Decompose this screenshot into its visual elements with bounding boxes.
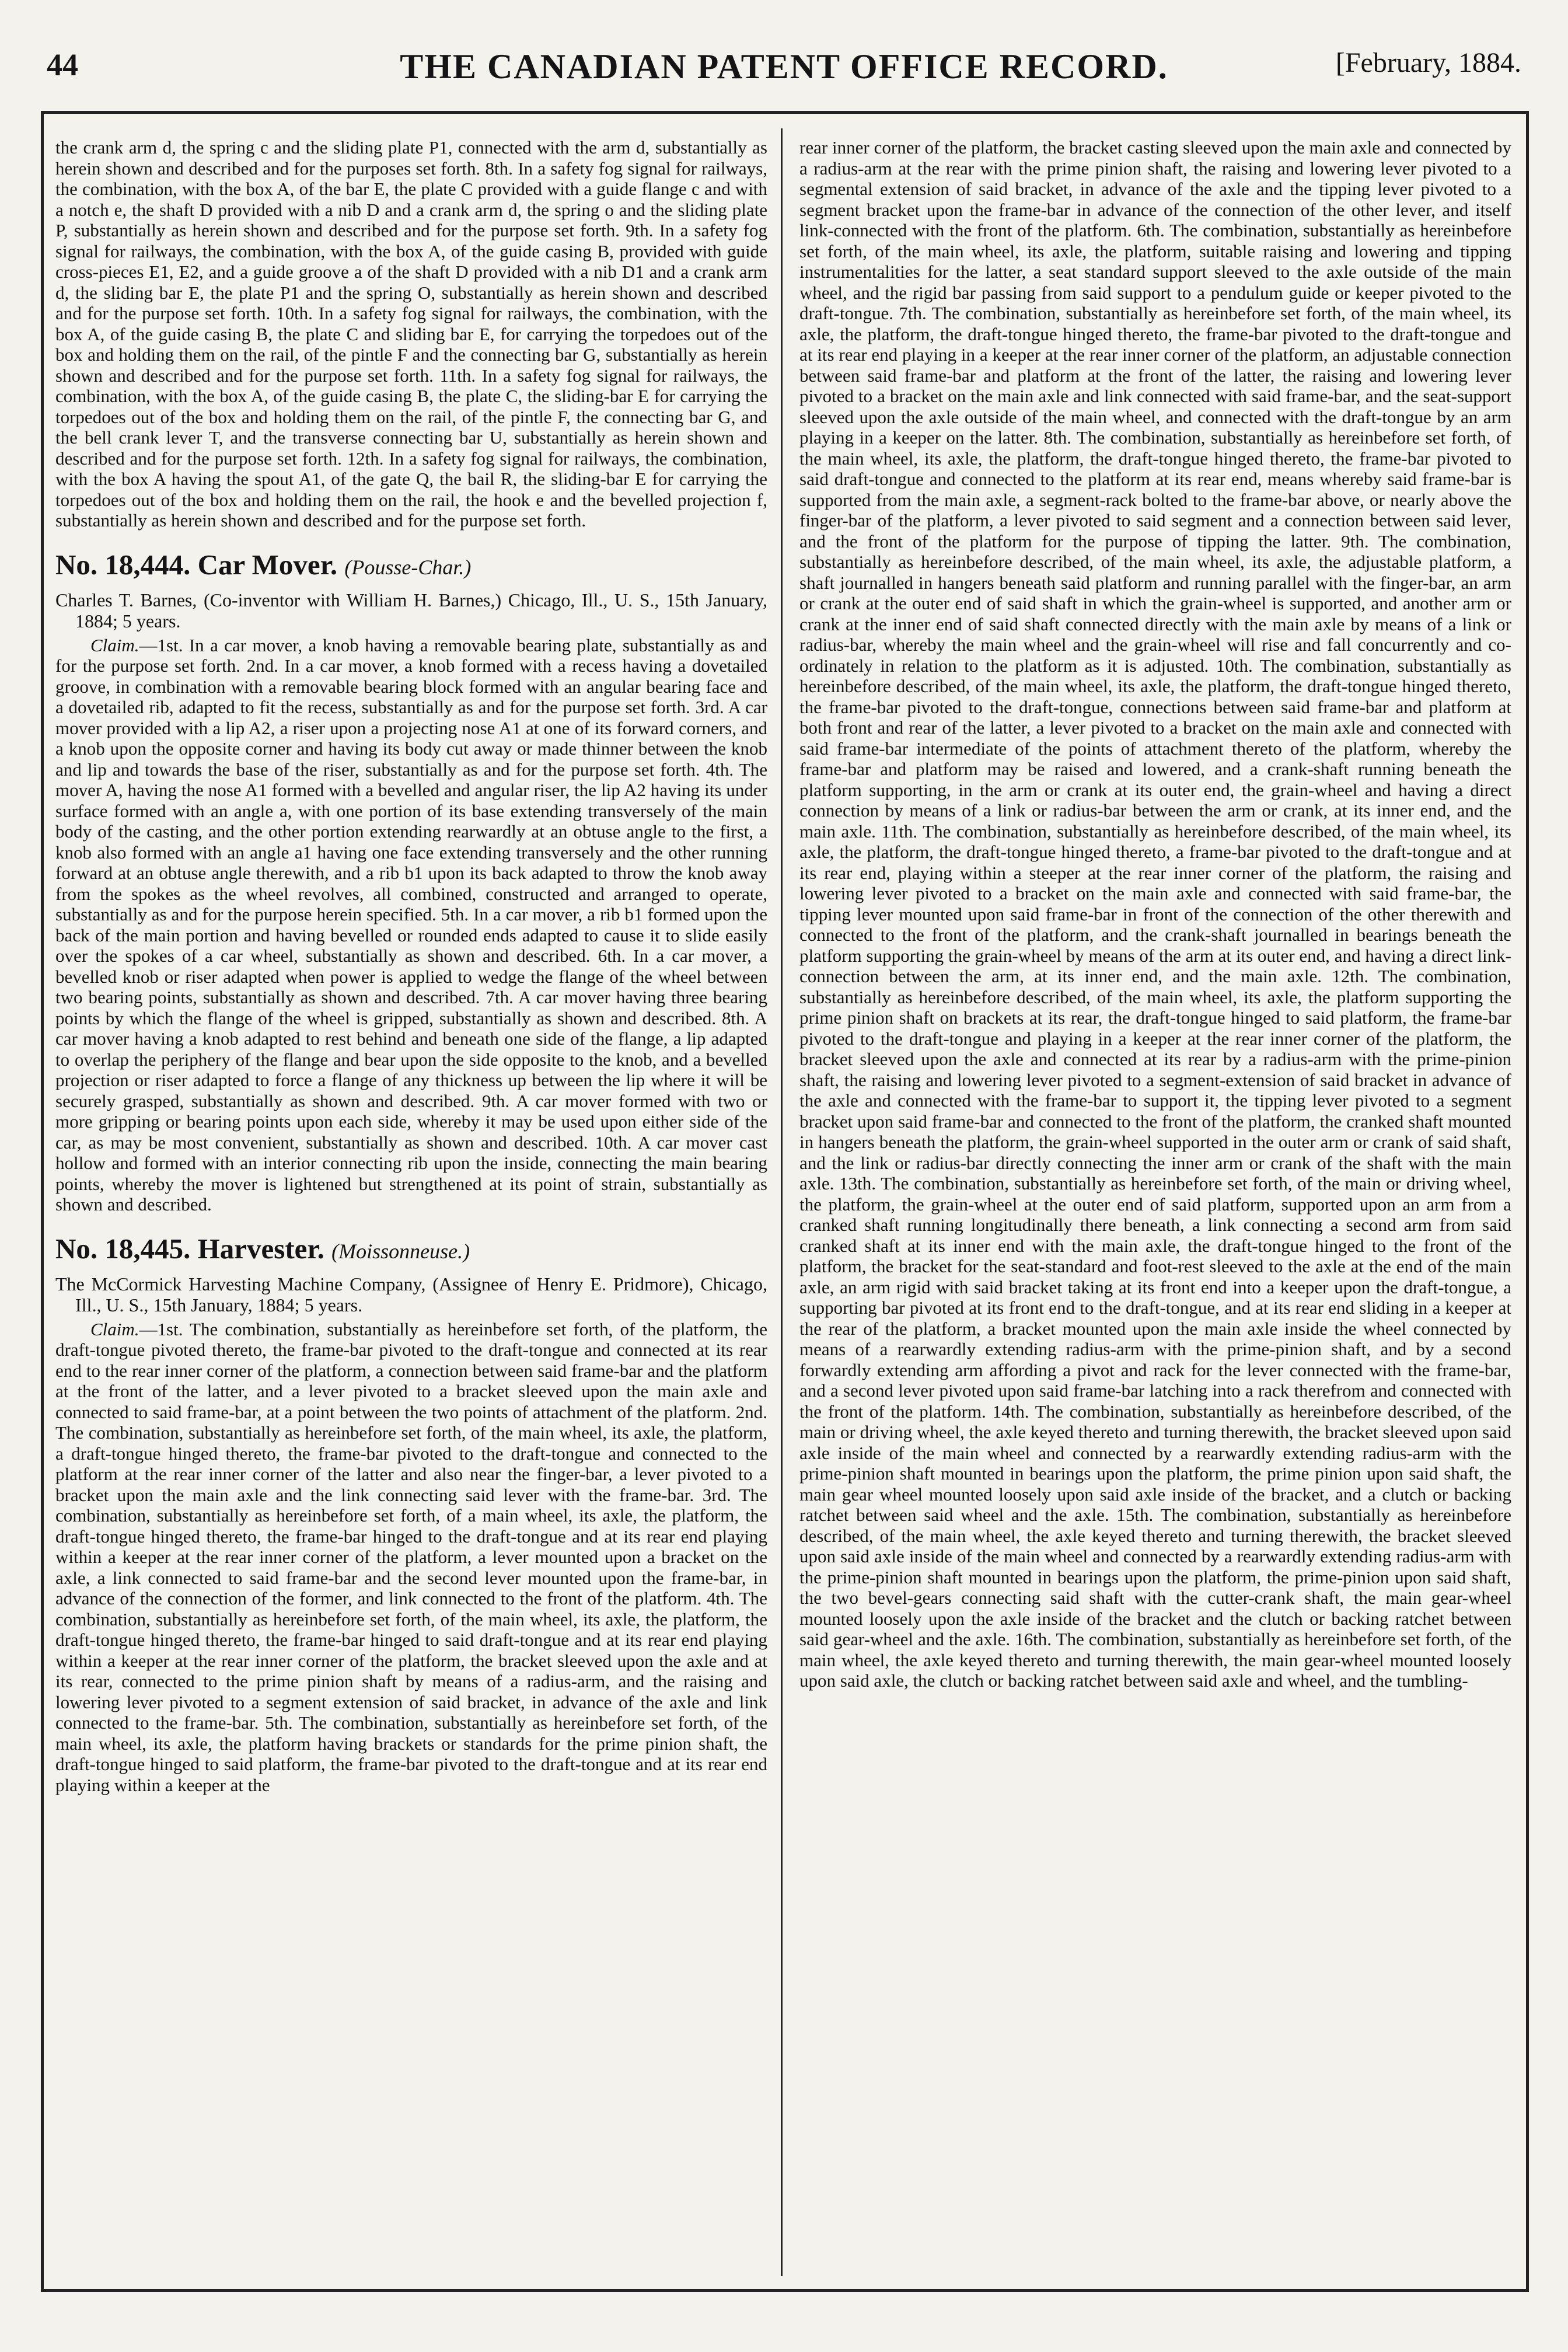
claim-text bbox=[55, 635, 767, 1215]
right-column bbox=[799, 137, 1511, 2279]
issue-date: [February, 1884. bbox=[1335, 47, 1521, 78]
right-border-rule bbox=[1526, 111, 1529, 2292]
patent-french-name: (Pousse-Char.) bbox=[344, 555, 472, 579]
claim-body: —1st. In a car mover, a knob having a removable bearing plate, substantially as and for the purpose set forth. 2nd. In a car mover, a knob formed with a recess having a dovetailed groove, in combination with a removable bearing block formed with an angular bearing face and a dovetailed rib, adapted to fit the recess, substantially as and for the purpose set forth. 3rd. A car mover provided with a lip A2, a riser upon a projecting nose A1 at one of its forward corners, and a knob upon the opposite corner and having its body cut away or made thinner between the knob and lip and towards the base of the riser, substantially as and for the purpose set forth. 4th. The mover A, having the nose A1 formed with a bevelled and angular riser, the lip A2 having its under surface formed with an angle a, with one portion of its base extending transversely of the main body of the casting, and the other portion extending rearwardly at an obtuse angle to the first, a knob also formed with an angle a1 having one face extending transversely and the other running forward at an obtuse angle therewith, and a rib b1 upon its back adapted to throw the knob away from the spokes as the wheel revolves, all combined, constructed and arranged to operate, substantially as and for the purpose herein specified. 5th. In a car mover, a rib b1 formed upon the back of the main portion and having bevelled or rounded ends adapted to cause it to slide easily over the spokes of a car wheel, substantially as shown and described. 6th. In a car mover, a bevelled knob or riser adapted when power is applied to wedge the flange of the wheel between two bearing points, substantially as shown and described. 7th. A car mover having three bearing points by which the flange of the wheel is gripped, substantially as shown and described. 8th. A car mover having a knob adapted to rest behind and beneath one side of the flange, a lip adapted to overlap the periphery of the flange and bear upon the side opposite to the knob, and a bevelled projection or riser adapted to force a flange of any thickness up between the lip where it will be securely grasped, substantially as shown and described. 9th. A car mover formed with two or more gripping or bearing points upon each side, whereby it may be used upon either side of the car, as may be most convenient, substantially as shown and described. 10th. A car mover cast hollow and formed with an interior connecting rib upon the inside, connecting the main bearing points, whereby the mover is lightened but strengthened at its point of strain, substantially as shown and described. bbox=[55, 634, 767, 1215]
claim-label: Claim. bbox=[90, 1318, 139, 1339]
left-column bbox=[55, 137, 767, 2279]
journal-title: THE CANADIAN PATENT OFFICE RECORD. bbox=[400, 47, 1168, 86]
bottom-border-rule bbox=[41, 2289, 1529, 2292]
patent-heading-18445 bbox=[55, 1231, 767, 1269]
left-border-rule bbox=[41, 111, 44, 2292]
claim-label: Claim. bbox=[90, 634, 139, 655]
column-divider bbox=[781, 128, 783, 2276]
patent-name: Harvester. bbox=[197, 1232, 324, 1265]
patent-number: No. 18,445. bbox=[55, 1232, 191, 1265]
continued-claims-text: rear inner corner of the platform, the bracket casting sleeved upon the main axle and connected by a radius-arm at the rear with the prime pinion shaft, the raising and lowering lever pivoted to a segmental extension of said bracket, in advance of the axle and the tipping lever pivoted to a segment bracket upon the frame-bar in advance of the connection of the other lever, and itself link-connected with the front of the platform. 6th. The combination, substantially as hereinbefore set forth, of the main wheel, its axle, the platform, suitable raising and lowering and tipping instrumentalities for the latter, a seat standard support sleeved to the axle outside of the main wheel, and the rigid bar passing from said support to a pendulum guide or keeper pivoted to the draft-tongue. 7th. The combination, substantially as hereinbefore set forth, of the main wheel, its axle, the platform, the draft-tongue hinged thereto, the frame-bar pivoted to the draft-tongue and at its rear end playing in a keeper at the rear inner corner of the platform, an adjustable connection between said frame-bar and platform at the front of the latter, the raising and lowering lever pivoted to a bracket on the main axle and link connected with said frame-bar, and the seat-support sleeved upon the axle outside of the main wheel, and connected with the draft-tongue by an arm playing in a keeper on the latter. 8th. The combination, substantially as hereinbefore set forth, of the main wheel, its axle, the platform, the draft-tongue hinged thereto, the frame-bar pivoted to said draft-tongue and connected to the platform at its rear end, means whereby said frame-bar is supported from the main axle, a segment-rack bolted to the frame-bar above, or nearly above the finger-bar of the platform, a lever pivoted to said segment and a connection between said lever, and the front of the platform for the purpose of tipping the latter. 9th. The combination, substantially as hereinbefore described, of the main wheel, its axle, the adjustable platform, a shaft journalled in hangers beneath said platform and running parallel with the finger-bar, an arm or crank at the outer end of said shaft in which the grain-wheel is supported, and another arm or crank at the inner end of said shaft connected directly with the main axle by means of a link or radius-bar, whereby the main wheel and the grain-wheel will rise and fall concurrently and co-ordinately in relation to the platform as it is adjusted. 10th. The combination, substantially as hereinbefore described, of the main wheel, its axle, the platform, the draft-tongue hinged thereto, the frame-bar pivoted to the draft-tongue, connections between said frame-bar and platform at both front and rear of the latter, a lever pivoted to a bracket on the main axle and connected with said frame-bar intermediate of the points of attachment thereto of the platform, whereby the frame-bar and platform may be raised and lowered, and a crank-shaft running beneath the platform supporting, in the arm or crank at its outer end, the grain-wheel and having a direct connection by means of a link or radius-bar between the arm or crank, at its inner end, and the main axle. 11th. The combination, substantially as hereinbefore described, of the main wheel, its axle, the platform, the draft-tongue hinged thereto, a frame-bar pivoted to the draft-tongue and at its rear end, playing within a steeper at the rear inner corner of the platform, the raising and lowering lever pivoted to a bracket on the main axle and connected with said frame-bar, the tipping lever mounted upon said frame-bar in front of the connection of the other therewith and connected to the front of the platform, and the crank-shaft journalled in bearings beneath the platform supporting the grain-wheel by means of the arm at its outer end, and having a direct link-connection between the arm, at its inner end, and the main axle. 12th. The combination, substantially as hereinbefore described, of the main wheel, its axle, the platform supporting the prime pinion shaft on brackets at its rear, the draft-tongue hinged to said platform, the frame-bar pivoted to the draft-tongue and playing in a keeper at the rear inner corner of the platform, the bracket sleeved upon the axle and connected at its rear by a radius-arm with the prime-pinion shaft, the raising and lowering lever pivoted to a segment-extension of said bracket in advance of the axle and connected with the frame-bar to support it, the tipping lever pivoted to a segment bracket upon said frame-bar and connected to the front of the platform, the cranked shaft mounted in hangers beneath the platform, the grain-wheel supported in the outer arm or crank of said shaft, and the link or radius-bar directly connecting the inner arm or crank of the shaft with the main axle. 13th. The combination, substantially as hereinbefore set forth, of the main or driving wheel, the platform, the grain-wheel at the outer end of said platform, supported upon an arm from a cranked shaft running longitudinally there beneath, a link connecting a second arm from said cranked shaft at its inner end with the main axle, the draft-tongue hinged to the front of the platform, the bracket for the seat-standard and foot-rest sleeved to the axle at the end of the main axle, an arm rigid with said bracket taking at its front end into a keeper upon the draft-tongue, a supporting bar pivoted at its front end to the draft-tongue, and at its rear end sliding in a keeper at the rear of the platform, a bracket mounted upon the main axle inside the wheel connected by means of a rearwardly extending radius-arm with the prime-pinion shaft, and by a second forwardly extending arm affording a pivot and rack for the lever connected with the frame-bar, and a second lever pivoted upon said frame-bar latching into a rack therefrom and connected with the front of the platform. 14th. The combination, substantially as hereinbefore described, of the main or driving wheel, the axle keyed thereto and turning therewith, the bracket sleeved upon said axle inside of the main wheel and connected by a rearwardly extending radius-arm with the prime-pinion shaft mounted in bearings upon the platform, the prime pinion upon said shaft, the main gear wheel mounted loosely upon said axle inside of the bracket, and a clutch or backing ratchet between said wheel and the axle. 15th. The combination, substantially as hereinbefore described, of the main wheel, the axle keyed thereto and turning therewith, the bracket sleeved upon said axle inside of the main wheel and connected by a rearwardly extending radius-arm with the prime-pinion shaft mounted in bearings upon the platform, the prime-pinion upon said shaft, the two bevel-gears connecting said shaft with the cutter-crank shaft, the main gear-wheel mounted loosely upon the axle inside of the bracket and the clutch or backing ratchet between said gear-wheel and the axle. 16th. The combination, substantially as hereinbefore set forth, of the main wheel, the axle keyed thereto and turning therewith, the main gear-wheel mounted loosely upon said axle, the clutch or backing ratchet between said axle and wheel, and the tumbling- bbox=[799, 137, 1511, 1691]
patent-heading-18444 bbox=[55, 547, 767, 585]
patent-name: Car Mover. bbox=[197, 548, 338, 581]
claim-body: —1st. The combination, substantially as hereinbefore set forth, of the platform, the draft-tongue pivoted thereto, the frame-bar pivoted to the draft-tongue and connected at its rear end to the rear inner corner of the platform, a connection between said frame-bar and the platform at the front of the latter, and a lever pivoted to a bracket sleeved upon the main axle and connected to said frame-bar, at a point between the two points of attachment of the platform. 2nd. The combination, substantially as hereinbefore set forth, of the main wheel, its axle, the platform, a draft-tongue hinged thereto, the frame-bar pivoted to the draft-tongue and connected to the platform at the rear inner corner of the latter and also near the finger-bar, a lever pivoted to a bracket upon the main axle and the link connecting said lever with the frame-bar. 3rd. The combination, substantially as hereinbefore set forth, of a main wheel, its axle, the platform, the draft-tongue hinged thereto, the frame-bar hinged to the draft-tongue and at its rear end playing within a keeper at the rear inner corner of the platform, a lever mounted upon a bracket on the axle, a link connected to said frame-bar and the second lever mounted upon the frame-bar, in advance of the connection of the former, and link connected to the front of the platform. 4th. The combination, substantially as hereinbefore set forth, of the main wheel, its axle, the platform, the draft-tongue hinged thereto, the frame-bar hinged to said draft-tongue and at its rear end playing within a keeper at the rear inner corner of the platform, the bracket sleeved upon the axle and at its rear, connected to the prime pinion shaft by means of a radius-arm, and the raising and lowering lever pivoted to a segment extension of said bracket, in advance of the axle and link connected to the frame-bar. 5th. The combination, substantially as hereinbefore set forth, of the main wheel, its axle, the platform having brackets or standards for the prime pinion shaft, the draft-tongue hinged to said platform, the frame-bar pivoted to the draft-tongue and at its rear end playing within a keeper at the bbox=[55, 1318, 767, 1795]
running-head bbox=[47, 47, 1521, 88]
claim-text bbox=[55, 1319, 767, 1796]
patent-french-name: (Moissonneuse.) bbox=[331, 1239, 470, 1263]
patentee-line: Charles T. Barnes, (Co-inventor with William H. Barnes,) Chicago, Ill., U. S., 15th January, 1884; 5 years. bbox=[55, 589, 767, 631]
patent-number: No. 18,444. bbox=[55, 548, 191, 581]
page-number: 44 bbox=[47, 47, 78, 82]
continued-claims-text: the crank arm d, the spring c and the sliding plate P1, connected with the arm d, substantially as herein shown and described and for the purposes set forth. 8th. In a safety fog signal for railways, the combination, with the box A, of the bar E, the plate C provided with a guide flange c and with a notch e, the shaft D provided with a nib D and a crank arm d, the spring o and the sliding plate P, substantially as herein shown and described and for the purpose set forth. 9th. In a safety fog signal for railways, the combination, with the box A, of the guide casing B, provided with guide cross-pieces E1, E2, and a guide groove a of the shaft D provided with a nib D1 and a crank arm d, the sliding bar E, the plate P1 and the spring O, substantially as herein shown and described and for the purpose set forth. 10th. In a safety fog signal for railways, the combination, with the box A, of the guide casing B, the plate C and sliding bar E, for carrying the torpedoes out of the box and holding them on the rail, of the pintle F and the connecting bar G, substantially as herein shown and described and for the purpose set forth. 11th. In a safety fog signal for railways, the combination, with the box A, of the guide casing B, the plate C, the sliding-bar E for carrying the torpedoes out of the box and holding them on the rail, of the pintle F, the connecting bar G, and the bell crank lever T, and the transverse connecting bar U, substantially as herein shown and described and for the purpose set forth. 12th. In a safety fog signal for railways, the combination, with the box A having the spout A1, of the gate Q, the bail R, the sliding-bar E for carrying the torpedoes out of the box and holding them on the rail, the hook e and the bevelled projection f, substantially as herein shown and described and for the purpose set forth. bbox=[55, 137, 767, 531]
patentee-line: The McCormick Harvesting Machine Company, (Assignee of Henry E. Pridmore), Chicago, Ill., U. S., 15th January, 1884; 5 years. bbox=[55, 1273, 767, 1315]
top-border-rule bbox=[41, 111, 1529, 114]
